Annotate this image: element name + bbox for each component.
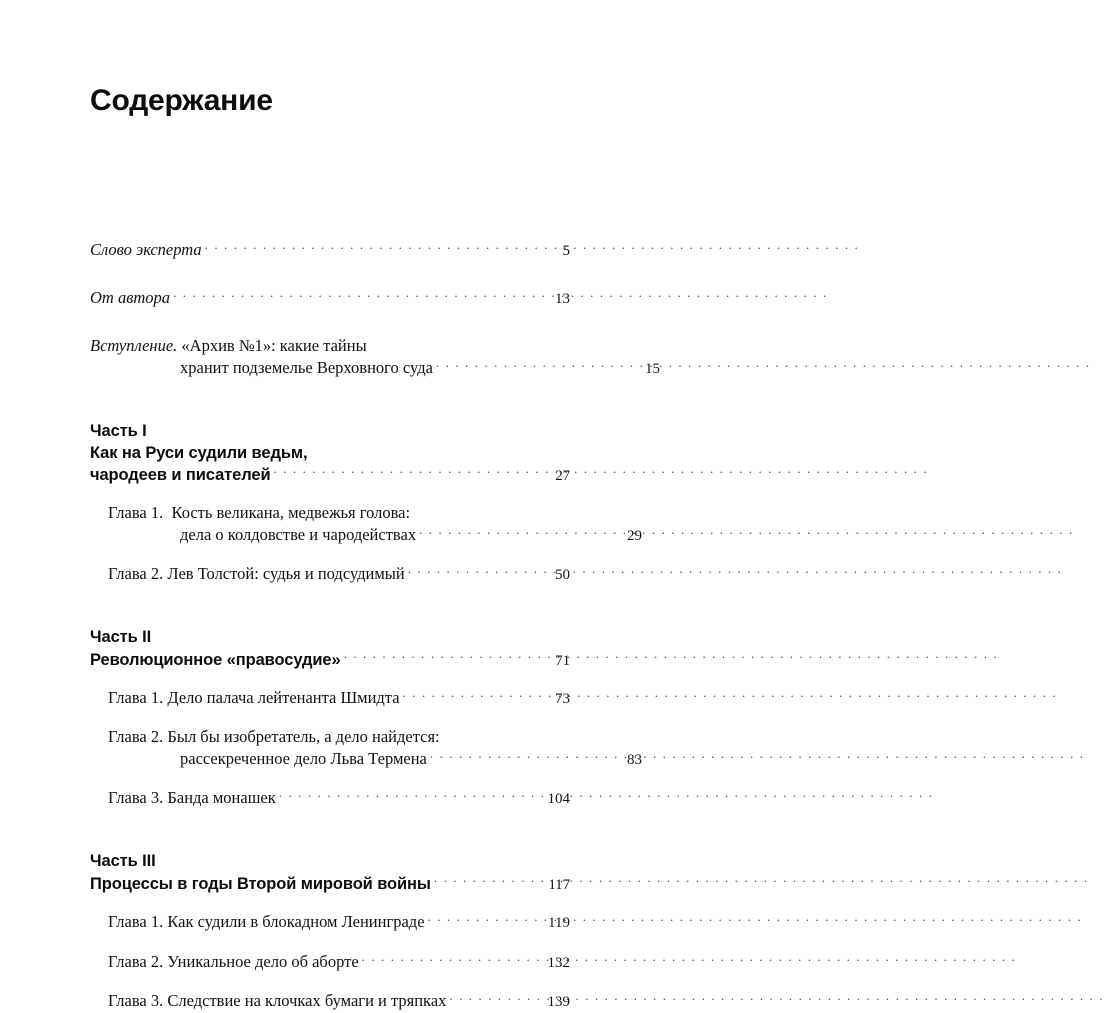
chapter-label: Глава 2. bbox=[108, 951, 163, 972]
chapter-label: Глава 1. bbox=[108, 687, 163, 708]
chapter-label: Глава 2. bbox=[108, 563, 163, 584]
toc-entry-line bbox=[108, 687, 570, 711]
chapter-label: Глава 2. bbox=[108, 726, 163, 747]
toc-entry-line bbox=[108, 950, 570, 974]
toc-page-number: 50 bbox=[555, 565, 570, 586]
dot-leader bbox=[205, 238, 561, 255]
part-number-label: Часть III bbox=[90, 850, 156, 872]
page-title: Содержание bbox=[90, 0, 570, 118]
toc-chapter-0-0[interactable] bbox=[108, 502, 570, 547]
toc-entry-line bbox=[90, 238, 570, 262]
part-title-line bbox=[90, 464, 570, 488]
toc-page-number: 117 bbox=[548, 874, 570, 896]
chapter-title: Уникальное дело об аборте bbox=[167, 951, 358, 972]
toc-entry-continuation-line bbox=[108, 747, 642, 771]
chapter-title: Кость великана, медвежья голова: bbox=[172, 502, 411, 523]
toc-entry-line bbox=[108, 787, 570, 811]
toc-entry-line bbox=[108, 563, 570, 587]
toc-chapter-1-1[interactable] bbox=[108, 726, 570, 771]
toc-entry-label-rest: «Архив №1»: какие тайны bbox=[177, 335, 366, 356]
toc-entry-line bbox=[108, 911, 570, 935]
part-title-line-1: Процессы в годы Второй мировой войны bbox=[90, 873, 431, 895]
chapter-list-part-1 bbox=[90, 687, 570, 811]
toc-page-number: 5 bbox=[563, 241, 571, 262]
toc-entry-line bbox=[90, 287, 570, 311]
chapter-title: Как судили в блокадном Ленинграде bbox=[167, 911, 424, 932]
dot-leader bbox=[279, 787, 546, 804]
part-title-line bbox=[90, 648, 570, 672]
chapter-title: Банда монашек bbox=[167, 787, 275, 808]
dot-leader bbox=[408, 563, 553, 580]
toc-chapter-1-0[interactable] bbox=[108, 687, 570, 711]
toc-page-number: 13 bbox=[555, 289, 570, 310]
toc-page-number: 71 bbox=[555, 650, 570, 672]
front-matter-list bbox=[90, 238, 570, 380]
toc-page-number: 139 bbox=[548, 992, 571, 1013]
toc-entry-continuation-line bbox=[108, 523, 642, 547]
chapter-title: Следствие на клочках бумаги и тряпках bbox=[167, 990, 446, 1011]
part-title-line bbox=[90, 872, 570, 896]
dot-leader bbox=[449, 990, 545, 1007]
chapter-label: Глава 3. bbox=[108, 990, 163, 1011]
toc-entry-continuation-line bbox=[90, 356, 660, 380]
toc-entry-label: Слово эксперта bbox=[90, 239, 202, 260]
chapter-list-part-0 bbox=[90, 502, 570, 586]
dot-leader bbox=[419, 523, 625, 540]
chapter-list-part-2 bbox=[90, 911, 570, 1013]
toc-entry-label-italic: Вступление. bbox=[90, 335, 177, 356]
toc-chapter-2-2[interactable] bbox=[108, 990, 570, 1013]
part-title-line-2: чародеев и писателей bbox=[90, 464, 270, 486]
toc-page-number: 132 bbox=[548, 953, 571, 974]
part-number-label: Часть I bbox=[90, 420, 147, 442]
toc-part-0[interactable] bbox=[90, 420, 570, 488]
chapter-continuation: дела о колдовстве и чародействах bbox=[180, 524, 416, 545]
part-number-label: Часть II bbox=[90, 626, 151, 648]
dot-leader bbox=[403, 687, 553, 704]
part-title-line-1: Как на Руси судили ведьм, bbox=[90, 442, 307, 464]
toc-entry-front-2[interactable] bbox=[90, 335, 570, 380]
dot-leader bbox=[436, 356, 643, 373]
toc-entry-front-1[interactable] bbox=[90, 287, 570, 311]
toc-entry-line bbox=[108, 990, 570, 1013]
toc-entry-continuation: хранит подземелье Верховного суда bbox=[180, 357, 433, 378]
toc-page-number: 83 bbox=[627, 750, 642, 771]
dot-leader bbox=[434, 872, 546, 889]
dot-leader bbox=[430, 747, 625, 764]
dot-leader bbox=[428, 911, 547, 928]
toc-chapter-1-2[interactable] bbox=[108, 787, 570, 811]
toc-page-number: 27 bbox=[555, 465, 570, 487]
chapter-label: Глава 1. bbox=[108, 911, 163, 932]
chapter-continuation: рассекреченное дело Льва Термена bbox=[180, 748, 427, 769]
toc-chapter-2-0[interactable] bbox=[108, 911, 570, 935]
toc-page-number: 104 bbox=[548, 789, 571, 810]
chapter-label: Глава 3. bbox=[108, 787, 163, 808]
toc-page-number: 73 bbox=[555, 689, 570, 710]
dot-leader bbox=[273, 464, 553, 481]
toc-page-number: 119 bbox=[548, 913, 570, 934]
toc-chapter-0-1[interactable] bbox=[108, 563, 570, 587]
toc-entry-label: От автора bbox=[90, 287, 170, 308]
chapter-title: Был бы изобретатель, а дело найдется: bbox=[167, 726, 439, 747]
toc-page-number: 29 bbox=[627, 526, 642, 547]
toc-content bbox=[90, 0, 570, 1013]
chapter-label: Глава 1. bbox=[108, 502, 163, 523]
toc-part-1[interactable] bbox=[90, 626, 570, 672]
toc-chapter-2-1[interactable] bbox=[108, 950, 570, 974]
dot-leader bbox=[344, 648, 554, 665]
chapter-title: Дело палача лейтенанта Шмидта bbox=[167, 687, 399, 708]
part-title-line-1: Революционное «правосудие» bbox=[90, 649, 341, 671]
toc-page-number: 15 bbox=[645, 359, 660, 380]
toc-entry-front-0[interactable] bbox=[90, 238, 570, 262]
part-number-line bbox=[90, 420, 570, 442]
chapter-title: Лев Толстой: судья и подсудимый bbox=[167, 563, 404, 584]
dot-leader bbox=[362, 950, 546, 967]
toc-part-2[interactable] bbox=[90, 850, 570, 896]
dot-leader bbox=[173, 287, 553, 304]
